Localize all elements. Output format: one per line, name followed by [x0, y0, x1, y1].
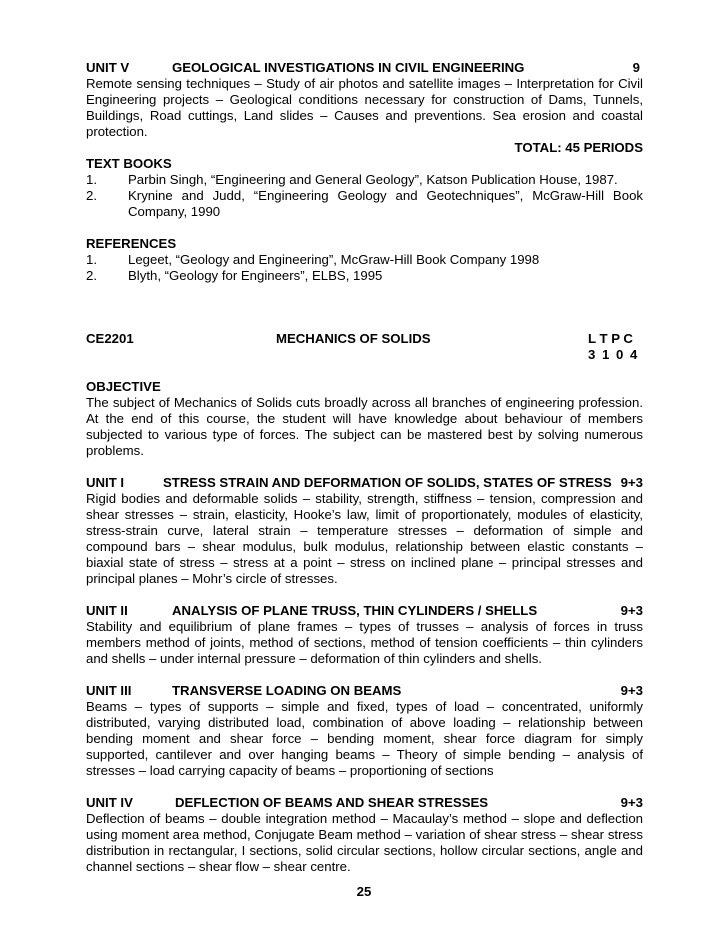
unit-hours: 9+3 — [620, 795, 643, 810]
unit-5-heading — [86, 60, 643, 76]
unit-hours: 9 — [632, 60, 640, 75]
unit-4-heading — [86, 795, 643, 811]
ltpc-values: 3 1 0 4 — [588, 347, 638, 362]
unit-number: UNIT III — [86, 683, 132, 698]
unit-number: UNIT I — [86, 475, 125, 490]
unit-title: STRESS STRAIN AND DEFORMATION OF SOLIDS, STATES OF STRESS — [163, 475, 612, 490]
course-name: MECHANICS OF SOLIDS — [276, 331, 431, 346]
total-periods: TOTAL: 45 PERIODS — [514, 140, 643, 155]
ltpc-heading: L T P C — [588, 331, 633, 346]
unit-4-body: Deflection of beams – double integration method – Macaulay’s method – slope and deflection using moment area method, Conjugate Beam method – variation of shear stress – shear stress distribution in rectangular, I sections, solid circular sections, hollow circular sections, angle and channel sections – shear flow – shear centre. — [86, 811, 643, 874]
unit-hours: 9+3 — [620, 475, 643, 490]
page-content — [86, 60, 643, 875]
reference-item: 1. Legeet, “Geology and Engineering”, McGraw-Hill Book Company 1998 — [86, 252, 540, 267]
course-code: CE2201 — [86, 331, 134, 346]
page-number: 25 — [356, 884, 372, 899]
unit-hours: 9+3 — [620, 683, 643, 698]
unit-3-heading — [86, 683, 643, 699]
reference-item: 2. Blyth, “Geology for Engineers”, ELBS, 1995 — [86, 268, 383, 283]
unit-hours: 9+3 — [620, 603, 643, 618]
unit-number: UNIT V — [86, 60, 130, 75]
course-header — [86, 331, 643, 347]
unit-title: ANALYSIS OF PLANE TRUSS, THIN CYLINDERS / SHELLS — [172, 603, 538, 618]
textbook-item: 2. Krynine and Judd, “Engineering Geology and Geotechniques”, McGraw-Hill Book Company, 1990 — [86, 188, 643, 219]
unit-2-body: Stability and equilibrium of plane frames – types of trusses – analysis of forces in truss members method of joints, method of sections, method of tension coefficients – thin cylinders and shells – under internal pressure – deformation of thin cylinders and shells. — [86, 619, 643, 666]
references-heading: REFERENCES — [86, 236, 177, 251]
unit-1-heading — [86, 475, 643, 491]
course-credits — [86, 347, 643, 363]
unit-title: TRANSVERSE LOADING ON BEAMS — [172, 683, 402, 698]
textbook-item: 1. Parbin Singh, “Engineering and General Geology”, Katson Publication House, 1987. — [86, 172, 618, 187]
unit-5-body: Remote sensing techniques – Study of air photos and satellite images – Interpretation for Civil Engineering projects – Geological conditions necessary for construction of Dams, Tunnels, Buildings, Road cuttings, Land slides – Causes and preventions. Sea erosion and coastal protection. — [86, 76, 643, 139]
unit-2-heading — [86, 603, 643, 619]
objective-body: The subject of Mechanics of Solids cuts broadly across all branches of engineering profession. At the end of this course, the student will have knowledge about behaviour of members subjected to various type of forces. The subject can be mastered best by solving numerous problems. — [86, 395, 643, 458]
unit-number: UNIT II — [86, 603, 128, 618]
unit-3-body: Beams – types of supports – simple and fixed, types of load – concentrated, uniformly distributed, varying distributed load, combination of above loading – relationship between bending moment and shear force – bending moment, shear force diagram for simply supported, cantilever and over hanging beams – Theory of simple bending – analysis of stresses – load carrying capacity of beams – proportioning of sections — [86, 699, 643, 778]
textbooks-heading: TEXT BOOKS — [86, 156, 172, 171]
unit-number: UNIT IV — [86, 795, 133, 810]
unit-1-body: Rigid bodies and deformable solids – stability, strength, stiffness – tension, compression and shear stresses – strain, elasticity, Hooke’s law, limit of proportionately, modules of elasticity, stress-strain curve, lateral strain – temperature stresses – deformation of simple and compound bars – shear modulus, bulk modulus, relationship between elastic constants – biaxial state of stress – stress at a point – stress on inclined plane – principal stresses and principal planes – Mohr’s circle of stresses. — [86, 491, 643, 586]
objective-heading: OBJECTIVE — [86, 379, 161, 394]
unit-title: GEOLOGICAL INVESTIGATIONS IN CIVIL ENGINEERING — [172, 60, 525, 75]
unit-title: DEFLECTION OF BEAMS AND SHEAR STRESSES — [175, 795, 489, 810]
